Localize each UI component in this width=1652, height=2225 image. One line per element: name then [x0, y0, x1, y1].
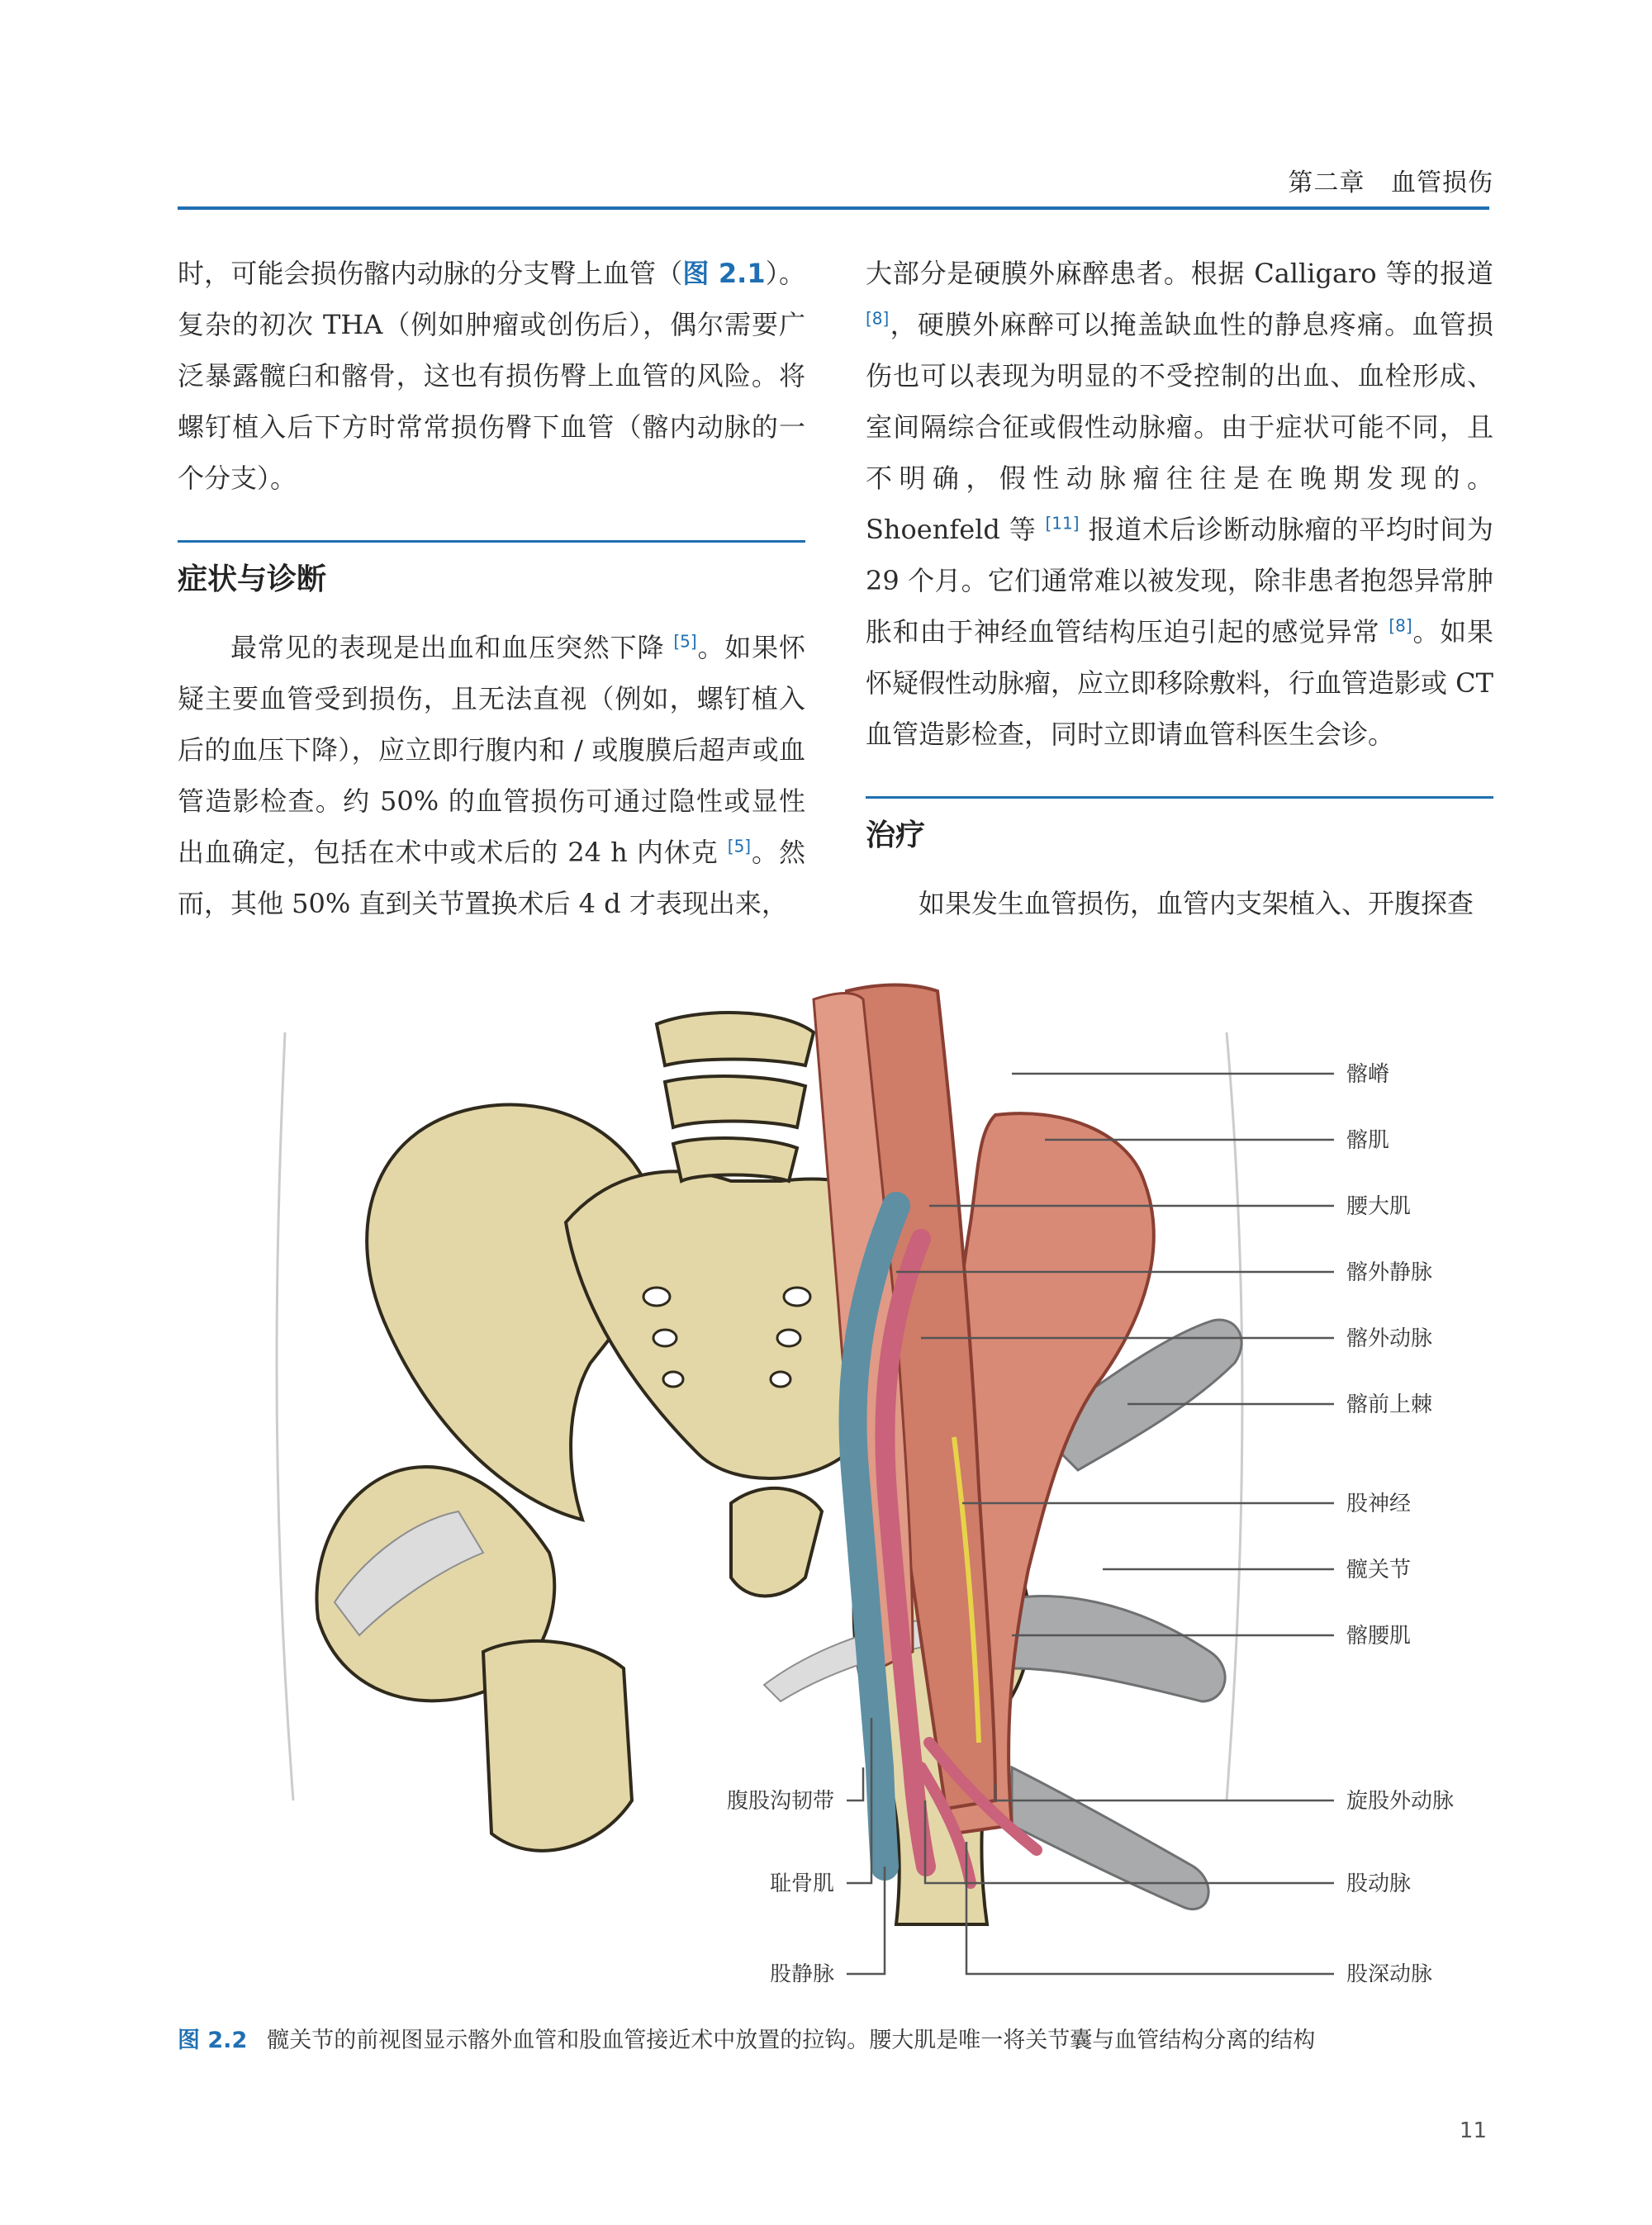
running-header: [1288, 162, 1493, 198]
right-para-1: [866, 248, 1493, 760]
citation-ref[interactable]: [8]: [866, 308, 890, 329]
label-asis: 髂前上棘: [1346, 1392, 1433, 1417]
citation-ref[interactable]: [8]: [1389, 615, 1412, 636]
section-title-treatment: 治疗: [866, 818, 926, 852]
left-column: [178, 248, 805, 929]
label-hip-joint: 髋关节: [1346, 1558, 1412, 1582]
label-deep-femoral-artery: 股深动脉: [1346, 1962, 1433, 1982]
label-femoral-vein: 股静脉: [769, 1962, 834, 1982]
text-run: 报道术后诊断动脉瘤的平均时间为 29 个月。它们通常难以被发现，除非患者抱怨异常肿胀和由于神经血管结构压迫引起的感觉异常: [866, 514, 1493, 648]
right-column: [866, 248, 1493, 929]
text-run: 大部分是硬膜外麻醉患者。根据 Calligaro 等的报道: [866, 258, 1493, 289]
text-run: 。如果怀疑假性动脉瘤，应立即移除敷料，行血管造影或 CT 血管造影检查，同时立即请血管科医生会诊。: [866, 616, 1494, 750]
section-title-diagnosis: 症状与诊断: [178, 562, 327, 596]
label-inguinal-ligament: 腹股沟韧带: [726, 1789, 834, 1814]
label-psoas-major: 腰大肌: [1346, 1194, 1412, 1219]
label-external-iliac-vein: 髂外静脉: [1346, 1260, 1433, 1285]
header-rule: [178, 206, 1489, 210]
page-number: 11: [1459, 2118, 1487, 2143]
text-run: 。然而，其他 50% 直到关节置换术后 4 d 才表现出来，: [178, 837, 805, 919]
label-pectineus: 耻骨肌: [769, 1872, 834, 1896]
citation-ref[interactable]: [11]: [1045, 513, 1080, 534]
left-para-2: [178, 622, 805, 929]
section-rule: [866, 796, 1493, 799]
caption-text: 髋关节的前视图显示髂外血管和股血管接近术中放置的拉钩。腰大肌是唯一将关节囊与血管结构分离的结构: [267, 2028, 1316, 2053]
label-iliopsoas: 髂腰肌: [1346, 1624, 1412, 1649]
label-femoral-artery: 股动脉: [1346, 1872, 1412, 1896]
anatomy-figure: [268, 975, 1491, 1982]
figure-reference[interactable]: 图 2.1: [682, 258, 766, 289]
text-run: 时，可能会损伤髂内动脉的分支臀上血管（: [178, 258, 683, 289]
body-outline: [1227, 1032, 1242, 1800]
label-femoral-nerve: 股神经: [1346, 1492, 1412, 1516]
section-rule: [178, 540, 805, 543]
label-external-iliac-artery: 髂外动脉: [1346, 1326, 1433, 1351]
text-run: 。如果怀疑主要血管受到损伤，且无法直视（例如，螺钉植入后的血压下降），应立即行腹内和 / 或腹膜后超声或血管造影检查。约 50% 的血管损伤可通过隐性或显性出血确定，包括在术中或术后的 24 h 内休克: [178, 632, 805, 868]
header-chapter: 第二章: [1288, 168, 1365, 197]
right-para-2: 如果发生血管损伤，血管内支架植入、开腹探查: [919, 888, 1474, 919]
text-run: ）。复杂的初次 THA（例如肿瘤或创伤后），偶尔需要广泛暴露髋臼和髂骨，这也有损伤臀上血管的风险。将螺钉植入后下方时常常损伤臀下血管（髂内动脉的一个分支）。: [178, 258, 805, 494]
citation-ref[interactable]: [5]: [673, 631, 697, 652]
hip-anatomy-illustration: [268, 975, 1491, 1982]
figure-number: 图 2.2: [178, 2028, 248, 2053]
citation-ref[interactable]: [5]: [727, 836, 752, 856]
label-lateral-circumflex-femoral-artery: 旋股外动脉: [1346, 1789, 1455, 1814]
text-run: ，硬膜外麻醉可以掩盖缺血性的静息疼痛。血管损伤也可以表现为明显的不受控制的出血、血栓形成、室间隔综合征或假性动脉瘤。由于症状可能不同，且不明确，假性动脉瘤往往是在晚期发现的。Shoenfeld 等: [866, 309, 1493, 545]
label-iliacus: 髂肌: [1346, 1128, 1390, 1153]
text-run: 最常见的表现是出血和血压突然下降: [230, 632, 665, 663]
body-outline: [277, 1032, 293, 1800]
figure-caption: [178, 2022, 1315, 2054]
header-title: 血管损伤: [1391, 168, 1493, 197]
left-para-1: [178, 248, 805, 504]
label-iliac-crest: 髂嵴: [1346, 1062, 1390, 1087]
